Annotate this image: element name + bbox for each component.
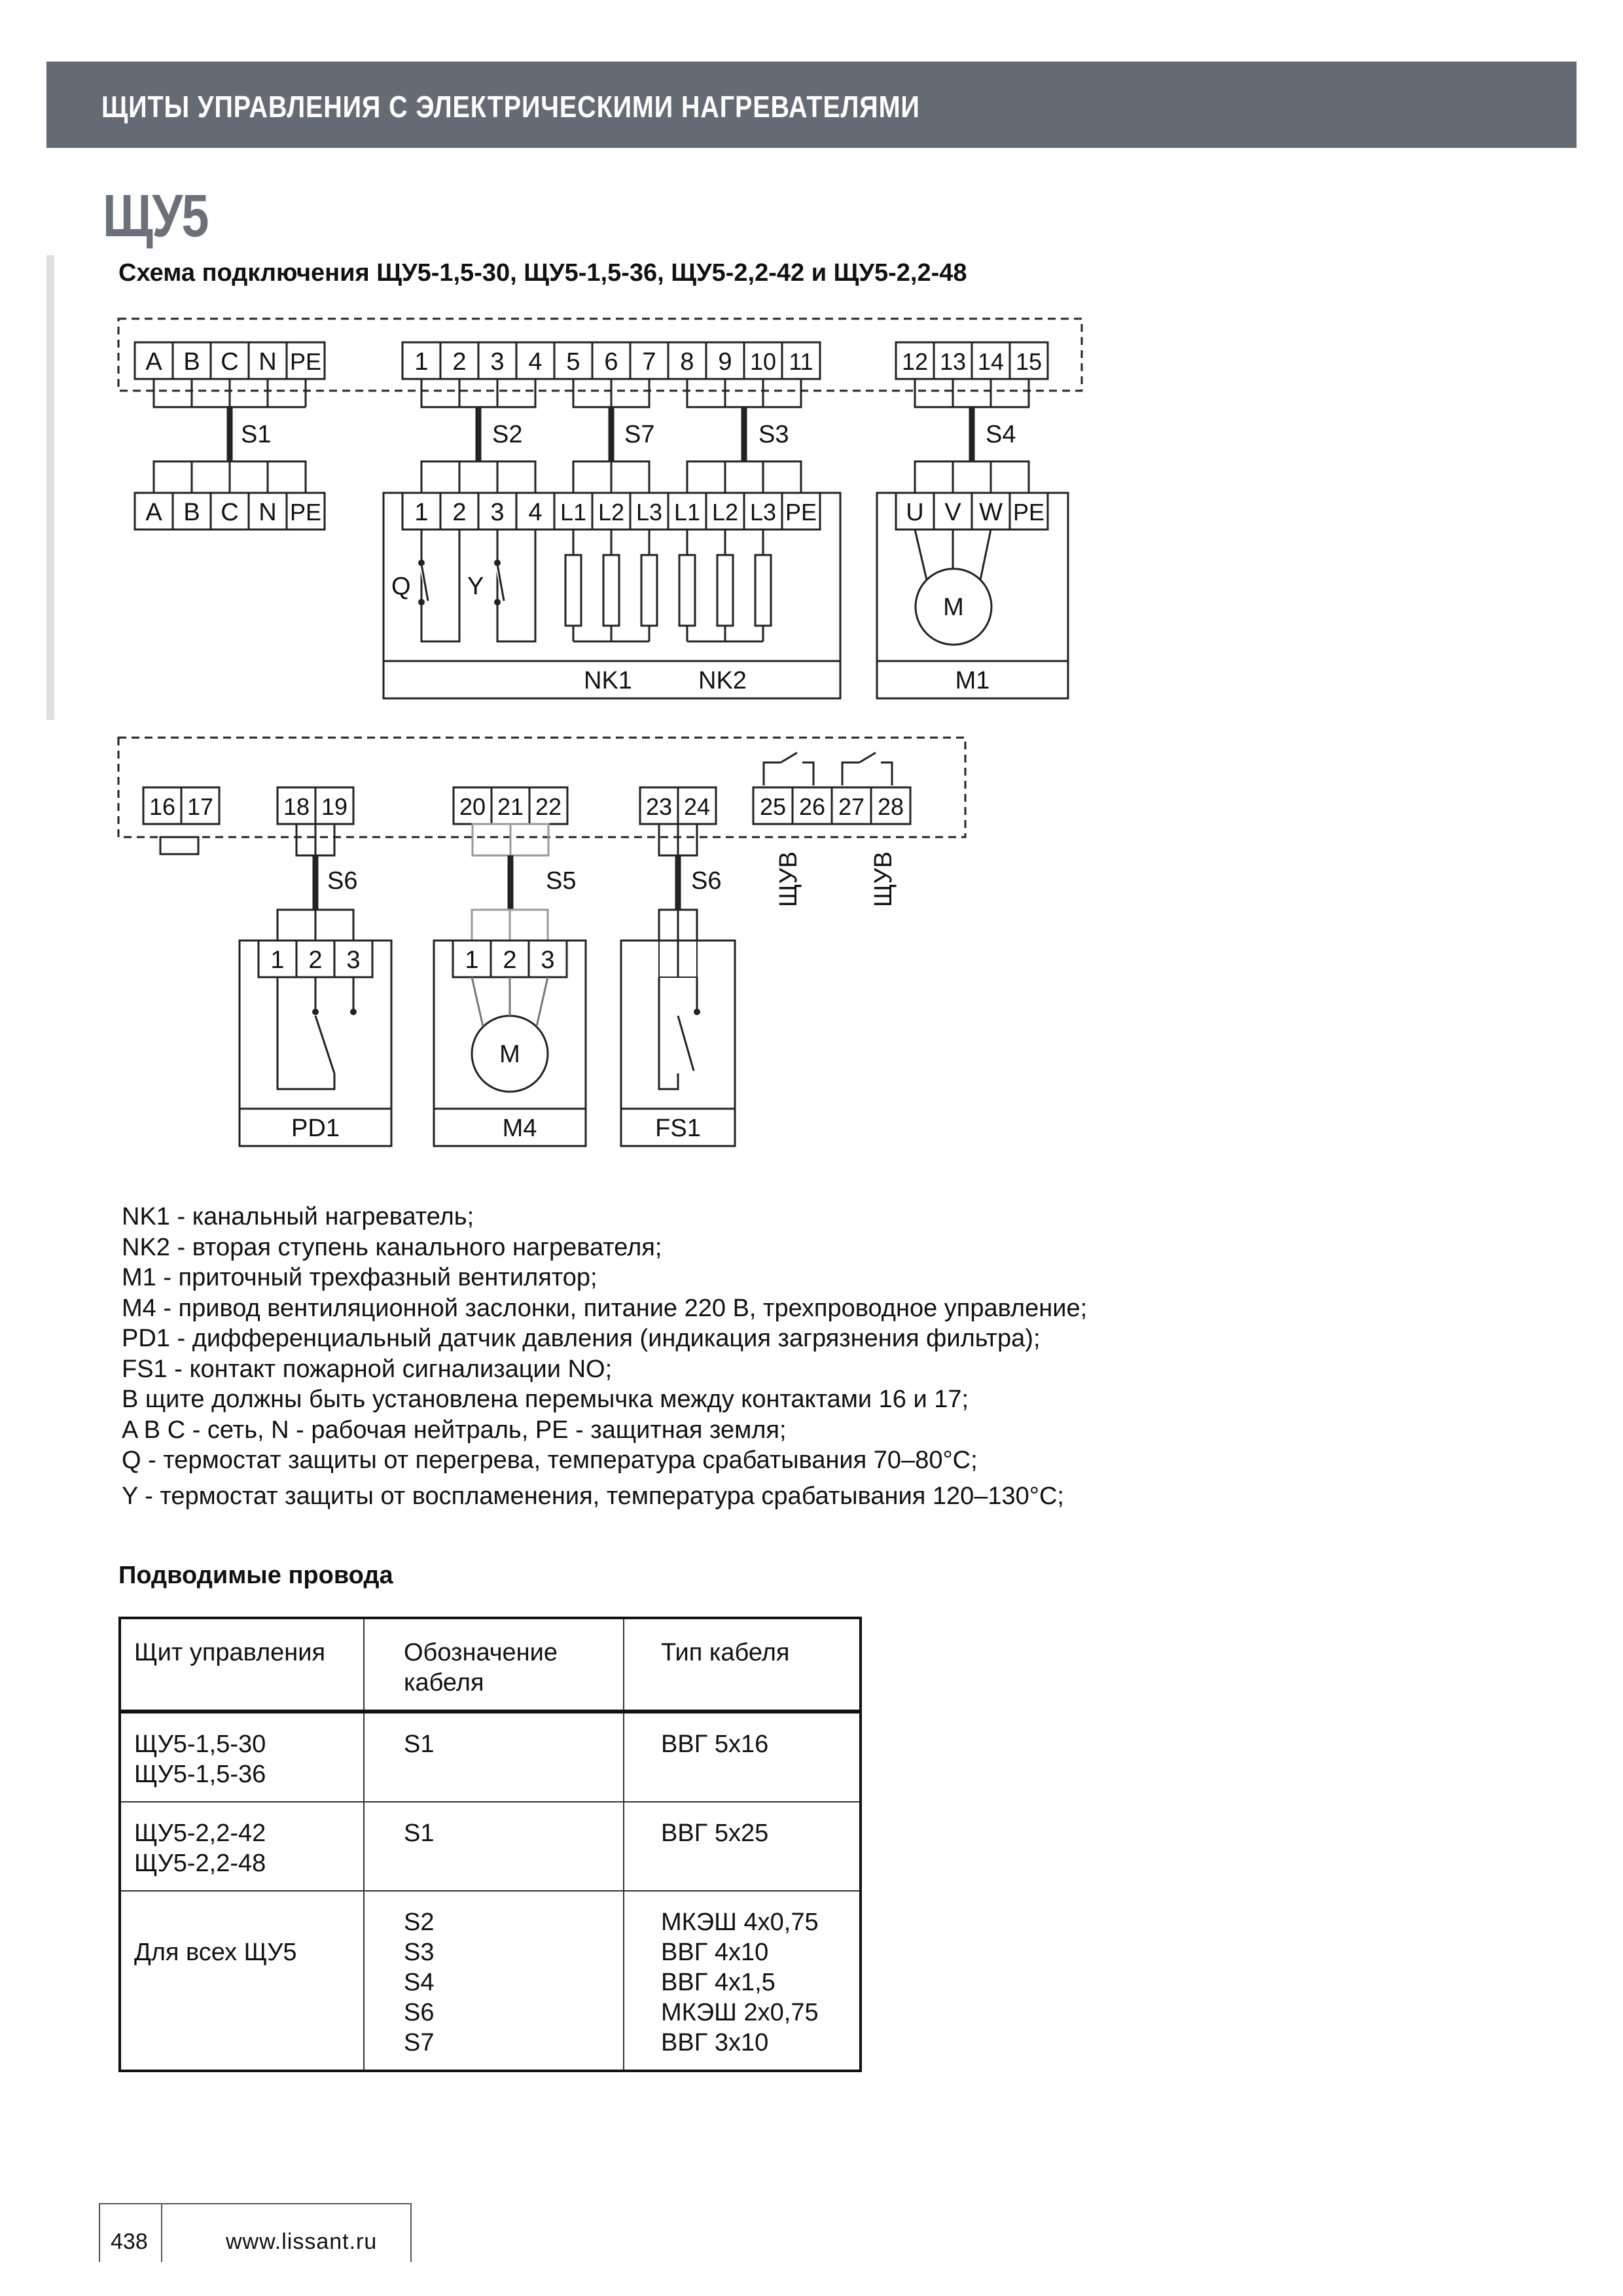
- table-cell-cables: [364, 1712, 624, 1802]
- m4-terminals: [453, 941, 567, 977]
- cell-line: МКЭШ 2х0,75: [661, 1999, 819, 2026]
- table-row: [120, 1802, 861, 1891]
- banner-title: ЩИТЫ УПРАВЛЕНИЯ С ЭЛЕКТРИЧЕСКИМИ НАГРЕВАТЕЛЯМИ: [101, 90, 920, 124]
- terminal-label: PE: [785, 499, 817, 526]
- terminal-label: 13: [939, 348, 967, 375]
- terminal-label: L1: [560, 499, 587, 526]
- cell-line: МКЭШ 4х0,75: [661, 1909, 819, 1936]
- terminal-label: 5: [566, 348, 580, 376]
- terminal-label: 4: [528, 348, 543, 376]
- label-nk1: NK1: [584, 667, 632, 694]
- label-pd1: PD1: [291, 1115, 340, 1142]
- panel-terminals-18-19: [277, 787, 353, 824]
- wires-title: Подводимые провода: [118, 1562, 393, 1589]
- terminal-label: W: [979, 499, 1003, 526]
- terminal-label: 3: [346, 946, 361, 974]
- terminal-label: B: [183, 348, 200, 376]
- label-y: Y: [467, 573, 484, 600]
- cell-line: ВВГ 5х16: [661, 1731, 769, 1758]
- terminal-label: 19: [321, 793, 348, 820]
- cable-table: [118, 1617, 862, 2072]
- cell-line: S1: [404, 1731, 435, 1758]
- terminal-label: 8: [680, 348, 694, 376]
- table-header-row: [120, 1618, 861, 1712]
- cable-label-s4: S4: [986, 421, 1016, 448]
- cell-line: S1: [404, 1820, 435, 1847]
- terminal-label: 7: [642, 348, 656, 376]
- footer: [99, 2203, 412, 2262]
- page-number: 438: [111, 2229, 148, 2254]
- panel-terminals-20-22: [454, 787, 567, 824]
- terminal-label: 27: [838, 793, 865, 820]
- cable-label-s1: S1: [241, 421, 272, 448]
- label-fs1: FS1: [655, 1115, 701, 1142]
- cell-line: ЩУ5-2,2-48: [134, 1850, 266, 1877]
- cell-line: ЩУ5-1,5-36: [134, 1761, 266, 1788]
- terminal-label: 25: [759, 793, 787, 820]
- note-line: PD1 - дифференциальный датчик давления (индикация загрязнения фильтра);: [122, 1325, 1041, 1352]
- terminal-label: 26: [798, 793, 826, 820]
- terminal-label: PE: [289, 499, 322, 526]
- cell-line: ВВГ 4х1,5: [661, 1969, 776, 1996]
- cable-label-s6-pd1: S6: [327, 867, 358, 895]
- table-cell-types: [624, 1891, 861, 2071]
- terminal-label: B: [183, 499, 200, 526]
- label-shuv-2: ЩУВ: [870, 851, 897, 907]
- terminal-label: L1: [673, 499, 701, 526]
- terminal-label: 22: [535, 793, 562, 820]
- panel-terminals-16-17: [143, 787, 219, 824]
- cable-label-s2: S2: [492, 421, 523, 448]
- fan-terminals: [896, 493, 1048, 529]
- terminal-label: 10: [749, 348, 777, 375]
- cable-label-s5: S5: [546, 867, 577, 895]
- terminal-label: 20: [459, 793, 486, 820]
- terminal-label: 15: [1015, 348, 1043, 375]
- terminal-label: PE: [289, 348, 322, 375]
- note-line: NK1 - канальный нагреватель;: [122, 1203, 474, 1230]
- footer-divider: [161, 2204, 162, 2262]
- terminal-label: V: [944, 499, 961, 526]
- terminal-label: 2: [503, 946, 517, 974]
- jumper-16-17: [160, 837, 198, 854]
- table-cell-types: [624, 1802, 861, 1891]
- terminal-label: 3: [490, 499, 505, 526]
- panel-mains-strip: [135, 342, 325, 379]
- mains-supply-strip: [135, 493, 325, 529]
- model-title: ЩУ5: [103, 183, 208, 249]
- terminal-label: 28: [877, 793, 904, 820]
- terminal-label: L2: [711, 499, 739, 526]
- terminal-label: 24: [683, 793, 711, 820]
- terminal-label: 1: [414, 348, 429, 376]
- table-cell-panel: [120, 1712, 364, 1802]
- terminal-label: A: [145, 499, 162, 526]
- terminal-label: 3: [541, 946, 555, 974]
- label-m1: M1: [955, 667, 990, 694]
- cell-line: S6: [404, 1999, 435, 2026]
- pd1-terminals: [259, 941, 372, 977]
- label-m4: M4: [502, 1115, 537, 1142]
- note-line: A B C - сеть, N - рабочая нейтраль, PE - защитная земля;: [122, 1416, 787, 1444]
- cell-line: ВВГ 5х25: [661, 1820, 769, 1847]
- terminal-label: U: [906, 499, 924, 526]
- cell-line: Для всех ЩУ5: [134, 1939, 297, 1966]
- table-cell-cables: [364, 1802, 624, 1891]
- table-cell-panel: [120, 1802, 364, 1891]
- cell-line: ВВГ 3х10: [661, 2029, 769, 2056]
- panel-terminals-23-24: [640, 787, 716, 824]
- terminal-label: 17: [187, 793, 214, 820]
- table-cell-cables: [364, 1891, 624, 2071]
- note-line: Q - термостат защиты от перегрева, температура срабатывания 70–80°С;: [122, 1446, 978, 1474]
- label-nk2: NK2: [698, 667, 747, 694]
- table-cell-types: [624, 1712, 861, 1802]
- note-line: M1 - приточный трехфазный вентилятор;: [122, 1264, 597, 1291]
- terminal-label: 2: [452, 499, 467, 526]
- terminal-label: L3: [635, 499, 663, 526]
- terminal-label: 2: [308, 946, 323, 974]
- panel-terminals-12-15: [896, 342, 1048, 379]
- cell-line: S2: [404, 1909, 435, 1936]
- note-line: Y - термостат защиты от воспламенения, температура срабатывания 120–130°С;: [122, 1482, 1064, 1510]
- terminal-label: A: [145, 348, 162, 376]
- terminal-label: 23: [645, 793, 673, 820]
- terminal-label: C: [221, 348, 239, 376]
- terminal-label: 3: [490, 348, 505, 376]
- terminal-label: 6: [604, 348, 618, 376]
- terminal-label: 14: [977, 348, 1005, 375]
- cable-label-s3: S3: [758, 421, 789, 448]
- terminal-label: 18: [283, 793, 310, 820]
- heater-terminals: [402, 493, 820, 529]
- label-m4-motor: M: [499, 1041, 520, 1068]
- cell-line: S3: [404, 1939, 435, 1966]
- terminal-label: 9: [718, 348, 732, 376]
- table-row: [120, 1891, 861, 2071]
- cell-line: S4: [404, 1969, 435, 1996]
- panel-terminals-1-11: [402, 342, 820, 379]
- header-cable-designation: Обозначение кабеля: [364, 1618, 624, 1712]
- terminal-label: 1: [414, 499, 429, 526]
- scheme-title: Схема подключения ЩУ5-1,5-30, ЩУ5-1,5-36, ЩУ5-2,2-42 и ЩУ5-2,2-48: [118, 259, 967, 287]
- terminal-label: 21: [497, 793, 524, 820]
- terminal-label: N: [259, 499, 277, 526]
- terminal-label: 11: [789, 348, 813, 375]
- note-line: FS1 - контакт пожарной сигнализации NO;: [122, 1355, 613, 1383]
- cable-connectors-top: [154, 379, 1029, 493]
- relay-contacts: [764, 753, 892, 785]
- cell-line: ВВГ 4х10: [661, 1939, 769, 1966]
- notes-list: [122, 1202, 1087, 1517]
- panel-terminals-25-28: [753, 787, 910, 824]
- site-url: www.lissant.ru: [226, 2229, 378, 2254]
- terminal-label: 2: [452, 348, 467, 376]
- terminal-label: C: [221, 499, 239, 526]
- terminal-label: N: [259, 348, 277, 376]
- terminal-label: 12: [901, 348, 929, 375]
- header-panel: Щит управления: [120, 1618, 364, 1712]
- label-q: Q: [391, 573, 411, 600]
- table-cell-panel: [120, 1891, 364, 2071]
- terminal-label: L3: [749, 499, 777, 526]
- header-cable-type: Тип кабеля: [624, 1618, 861, 1712]
- cell-line: ЩУ5-1,5-30: [134, 1731, 266, 1758]
- label-m1-motor: M: [943, 594, 964, 621]
- terminal-label: 1: [270, 946, 285, 974]
- note-line: NK2 - вторая ступень канального нагревателя;: [122, 1233, 662, 1261]
- cell-line: S7: [404, 2029, 435, 2056]
- terminal-label: 16: [149, 793, 176, 820]
- note-line: M4 - привод вентиляционной заслонки, питание 220 В, трехпроводное управление;: [122, 1294, 1088, 1322]
- note-line: В щите должны быть установлена перемычка между контактами 16 и 17;: [122, 1386, 969, 1413]
- cell-line: ЩУ5-2,2-42: [134, 1820, 266, 1847]
- terminal-label: 1: [465, 946, 479, 974]
- cable-label-s7: S7: [624, 421, 655, 448]
- table-row: [120, 1712, 861, 1802]
- terminal-label: PE: [1012, 499, 1045, 526]
- label-shuv-1: ЩУВ: [775, 851, 802, 907]
- terminal-label: 4: [528, 499, 543, 526]
- terminal-label: L2: [597, 499, 625, 526]
- cable-label-s6-fs1: S6: [691, 867, 722, 895]
